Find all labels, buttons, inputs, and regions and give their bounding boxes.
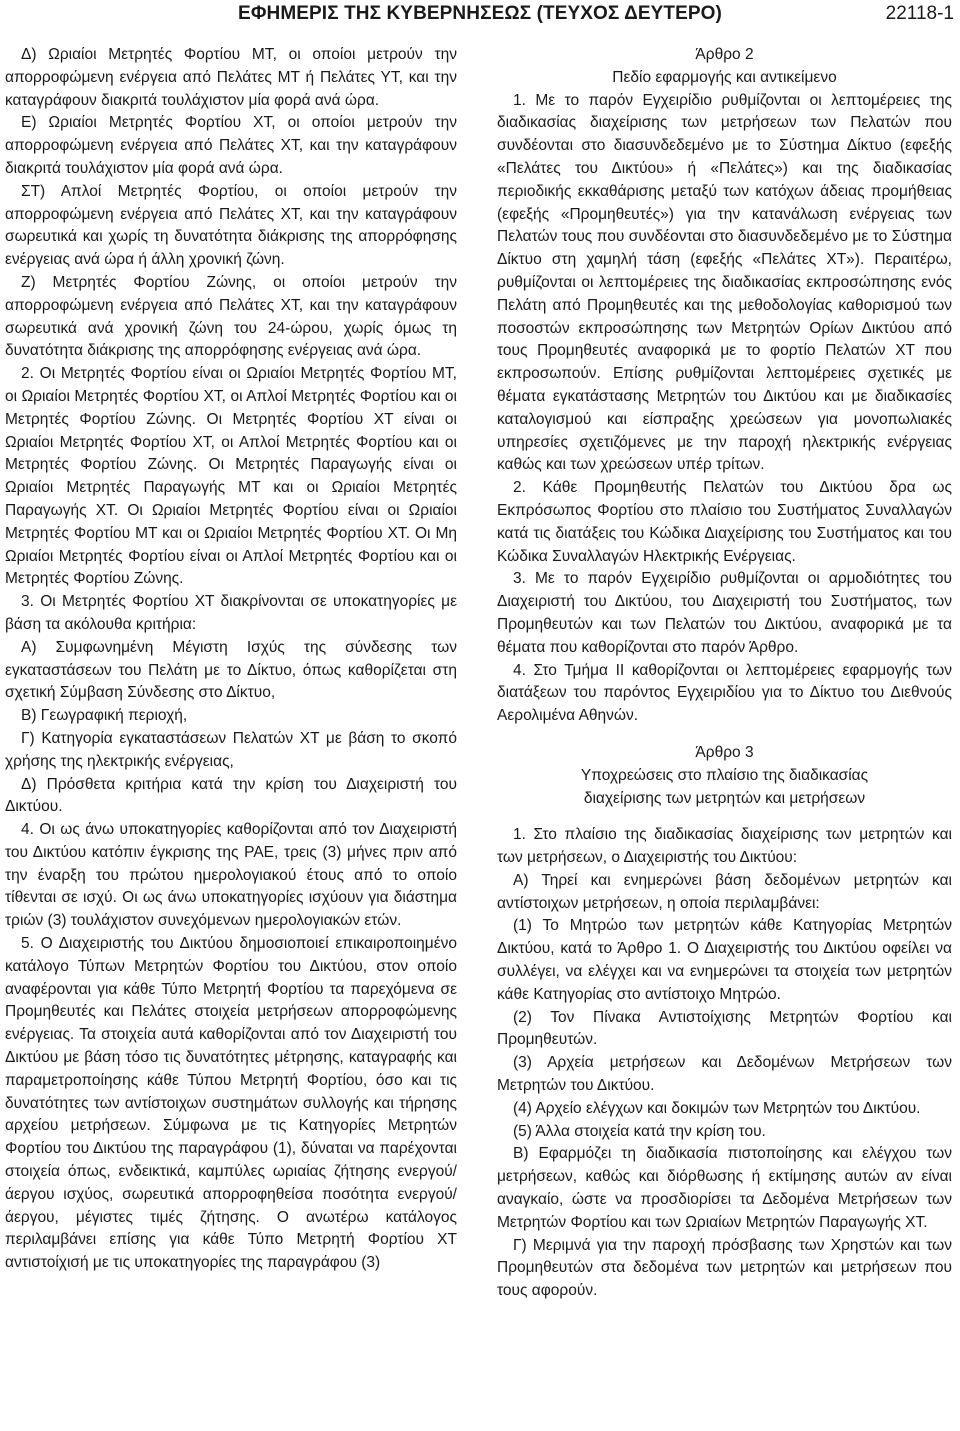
paragraph: Γ) Μεριμνά για την παροχή πρόσβασης των Χρηστών και των Προμηθευτών στα δεδομένα των μετρητών και μετρήσεων που τους αφορούν.: [497, 1236, 952, 1300]
paragraph: Δ) Ωριαίοι Μετρητές Φορτίου ΜΤ, οι οποίοι μετρούν την απορροφώμενη ενέργεια από Πελάτες ΜΤ ή Πελάτες ΥΤ, και την καταγράφουν διακριτά τουλάχιστον μία φορά ανά ώρα.: [5, 46, 457, 109]
paragraph: (5) Άλλα στοιχεία κατά την κρίση του.: [513, 1122, 766, 1140]
paragraph: 2. Οι Μετρητές Φορτίου είναι οι Ωριαίοι Μετρητές Φορτίου ΜΤ, οι Ωριαίοι Μετρητές Φορτίου ΧΤ, οι Απλοί Μετρητές Φορτίου και οι Μετρητές Φορτίου Ζώνης. Οι Μετρητές Φορτίου ΧΤ είναι οι Ωριαίοι Μετρητές Φορτίου ΧΤ, οι Απλοί Μετρητές Φορτίου και οι Μετρητές Φορτίου Ζώνης. Οι Μετρητές Παραγωγής είναι οι Ωριαίοι Μετρητές Παραγωγής ΜΤ και οι Ωριαίοι Μετρητές Παραγωγής ΧΤ. Οι Ωριαίοι Μετρητές Φορτίου είναι οι Ωριαίοι Μετρητές Φορτίου ΜΤ και οι Ωριαίοι Μετρητές Φορτίου ΧΤ. Οι Μη Ωριαίοι Μετρητές Φορτίου είναι οι Απλοί Μετρητές Φορτίου και οι Μετρητές Φορτίου Ζώνης.: [5, 365, 457, 588]
article-3-subtitle-line-2: διαχείρισης των μετρητών και μετρήσεων: [583, 789, 866, 807]
paragraph: 3. Με το παρόν Εγχειρίδιο ρυθμίζονται οι αρμοδιότητες του Διαχειριστή του Δικτύου, του Διαχειριστή του Συστήματος, των Προμηθευτών και των Πελατών του Δικτύου, αναφορικά με τα θέματα που καθορίζονται στο παρόν Άρθρο.: [497, 570, 952, 656]
paragraph: Δ) Πρόσθετα κριτήρια κατά την κρίση του Διαχειριστή του Δικτύου.: [5, 775, 457, 816]
paragraph: ΣΤ) Απλοί Μετρητές Φορτίου, οι οποίοι μετρούν την απορροφώμενη ενέργεια από Πελάτες ΧΤ, και την καταγράφουν σωρευτικά και χωρίς τη δυνατότητα διάκρισης της απορρόφησης ενέργειας ανά ώρα ή άλλη χρονική ζώνη.: [5, 182, 457, 269]
paragraph: Ε) Ωριαίοι Μετρητές Φορτίου ΧΤ, οι οποίοι μετρούν την απορροφώμενη ενέργεια από Πελάτες ΧΤ, και την καταγράφουν διακριτά τουλάχιστον μία φορά ανά ώρα.: [5, 114, 457, 177]
paragraph: (4) Αρχείο ελέγχων και δοκιμών των Μετρητών του Δικτύου.: [513, 1099, 921, 1117]
paragraph: Α) Τηρεί και ενημερώνει βάση δεδομένων μετρητών και αντίστοιχων μετρήσεων, η οποία περιλαμβάνει:: [497, 871, 952, 912]
paragraph: Γ) Κατηγορία εγκαταστάσεων Πελατών ΧΤ με βάση το σκοπό χρήσης της ηλεκτρικής ενέργειας,: [5, 729, 457, 770]
paragraph: 4. Στο Τμήμα ΙΙ καθορίζονται οι λεπτομέρειες εφαρμογής των διατάξεων του παρόντος Εγχειριδίου για το Δίκτυο του Διεθνούς Αερολιμένα Αθηνών.: [497, 661, 952, 725]
paragraph: Α) Συμφωνημένη Μέγιστη Ισχύς της σύνδεσης των εγκαταστάσεων του Πελάτη με το Δίκτυο, όπως καθορίζεται στη σχετική Σύμβαση Σύνδεσης στο Δίκτυο,: [5, 638, 457, 702]
paragraph: 1. Με το παρόν Εγχειρίδιο ρυθμίζονται οι λεπτομέρειες της διαδικασίας διαχείρισης των μετρήσεων των Πελατών που συνδέονται στο διασυνδεδεμένο με το Σύστημα Δίκτυο (εφεξής «Πελάτες του Δικτύου» ή «Πελάτες») και της διαδικασίας περιοδικής εκκαθάρισης μεταξύ των κατόχων άδειας προμήθειας (εφεξής «Προμηθευτές») για την κατανάλωση ενέργειας των Πελατών τους που συνδέονται στο διασυνδεδεμένο με το Σύστημα Δίκτυο στη χαμηλή τάση (εφεξής «Πελάτες ΧΤ»). Περαιτέρω, ρυθμίζονται οι λεπτομέρειες της διαδικασίας εκπροσώπησης ενός Πελάτη από Προμηθευτές και της μεθοδολογίας καθορισμού των ποσοστών εκπροσώπησης των Μετρητών Ορίων Δικτύου από τους Προμηθευτές αναφορικά με το φορτίο Πελατών ΧΤ που εκπροσωπούν. Επίσης ρυθμίζονται λεπτομέρειες σχετικές με θέματα εγκατάστασης Μετρητών του Δικτύου και με διαδικασίες καταλογισμού και είσπραξης χρεώσεων για μονοπωλιακές υπηρεσίες σχετιζόμενες με την παροχή ηλεκτρικής ενέργειας καθώς και των χρεώσεων υπέρ τρίτων.: [497, 91, 952, 474]
article-2-subtitle: Πεδίο εφαρμογής και αντικείμενο: [612, 68, 837, 86]
paragraph: 5. Ο Διαχειριστής του Δικτύου δημοσιοποιεί επικαιροποιημένο κατάλογο Τύπων Μετρητών Φορτίου του Δικτύου, στον οποίο αναφέρονται για κάθε Τύπο Μετρητή Φορτίου τα παρεχόμενα σε Προμηθευτές και Πελάτες στοιχεία μετρήσεων απορροφώμενης ενέργειας. Τα στοιχεία αυτά καθορίζονται από τον Διαχειριστή του Δικτύου με βάση τόσο τις δυνατότητες μέτρησης, καταγραφής και παραμετροποίησης κάθε Τύπου Μετρητή Φορτίου, όσο και τις δυνατότητες των αντίστοιχων συστημάτων συλλογής και τήρησης αρχείου μετρήσεων. Σύμφωνα με τις Κατηγορίες Μετρητών Φορτίου του Δικτύου της παραγράφου (1), δύναται να παρέχονται στοιχεία όπως, ενδεικτικά, καμπύλες ωριαίας ζήτησης ενεργού/άεργου ισχύος, σωρευτικά απορροφηθείσα ποσότητα ενεργού/άεργου, μέγιστες τιμές ζήτησης. Ο ανωτέρω κατάλογος περιλαμβάνει επίσης για κάθε Τύπο Μετρητή Φορτίου ΧΤ αντιστοίχισή με τις υποκατηγορίες της παραγράφου (3): [5, 935, 457, 1272]
left-column: [5, 44, 457, 1275]
paragraph: (3) Αρχεία μετρήσεων και Δεδομένων Μετρήσεων των Μετρητών του Δικτύου.: [497, 1054, 952, 1095]
article-3-title: Άρθρο 3: [695, 743, 754, 761]
paragraph: Ζ) Μετρητές Φορτίου Ζώνης, οι οποίοι μετρούν την απορροφώμενη ενέργεια από Πελάτες ΧΤ, και την καταγράφουν σωρευτικά ανά χρονική ζώνη του 24-ώρου, χωρίς όμως τη δυνατότητα διάκρισης της απορρόφησης ενέργειας ανά ώρα.: [5, 273, 457, 360]
right-column: [497, 44, 952, 1303]
paragraph: 3. Οι Μετρητές Φορτίου ΧΤ διακρίνονται σε υποκατηγορίες με βάση τα ακόλουθα κριτήρια:: [5, 593, 457, 633]
spacer: [497, 810, 952, 824]
paragraph: Β) Εφαρμόζει τη διαδικασία πιστοποίησης και ελέγχου των μετρήσεων, καθώς και διόρθωσης ή εκτίμησης αυτών αν είναι αναγκαίο, ώστε να προσδιορίσει τα Δεδομένα Μετρήσεων των Μετρητών Φορτίου και των Ωριαίων Μετρητών Παραγωγής ΧΤ.: [497, 1145, 952, 1231]
page-header: [0, 0, 960, 30]
paragraph: Β) Γεωγραφική περιοχή,: [21, 707, 188, 725]
paragraph: 4. Οι ως άνω υποκατηγορίες καθορίζονται από τον Διαχειριστή του Δικτύου κατόπιν έγκρισης της ΡΑΕ, τρεις (3) μήνες πριν από την έναρξη του πρώτου ημερολογιακού έτους από το οποίο τίθενται σε ισχύ. Οι ως άνω υποκατηγορίες ισχύουν για διάστημα τριών (3) τουλάχιστον συνεχόμενων ημερολογιακών ετών.: [5, 821, 457, 930]
article-2-title: Άρθρο 2: [695, 46, 754, 63]
paragraph: (2) Τον Πίνακα Αντιστοίχισης Μετρητών Φορτίου και Προμηθευτών.: [497, 1008, 952, 1049]
article-3-subtitle-line-1: Υποχρεώσεις στο πλαίσιο της διαδικασίας: [580, 766, 869, 784]
paragraph: (1) Το Μητρώο των μετρητών κάθε Κατηγορίας Μετρητών Δικτύου, κατά το Άρθρο 1. Ο Διαχειριστής του Δικτύου οφείλει να συλλέγει, να ελέγχει και να ενημερώνει τα στοιχεία των μετρητών κάθε Κατηγορίας στο αντίστοιχο Μητρώο.: [497, 917, 952, 1003]
spacer: [497, 728, 952, 742]
gazette-title: ΕΦΗΜΕΡΙΣ ΤΗΣ ΚΥΒΕΡΝΗΣΕΩΣ (ΤΕΥΧΟΣ ΔΕΥΤΕΡΟ): [238, 3, 722, 24]
paragraph: 1. Στο πλαίσιο της διαδικασίας διαχείρισης των μετρητών και των μετρήσεων, ο Διαχειριστής του Δικτύου:: [497, 826, 952, 867]
page-number: 22118-1: [885, 3, 954, 24]
paragraph: 2. Κάθε Προμηθευτής Πελατών του Δικτύου δρα ως Εκπρόσωπος Φορτίου στο πλαίσιο του Συστήματος Συναλλαγών κατά τις διατάξεις του Κώδικα Διαχείρισης του Συστήματος και του Κώδικα Συναλλαγών Ηλεκτρικής Ενέργειας.: [497, 479, 952, 565]
